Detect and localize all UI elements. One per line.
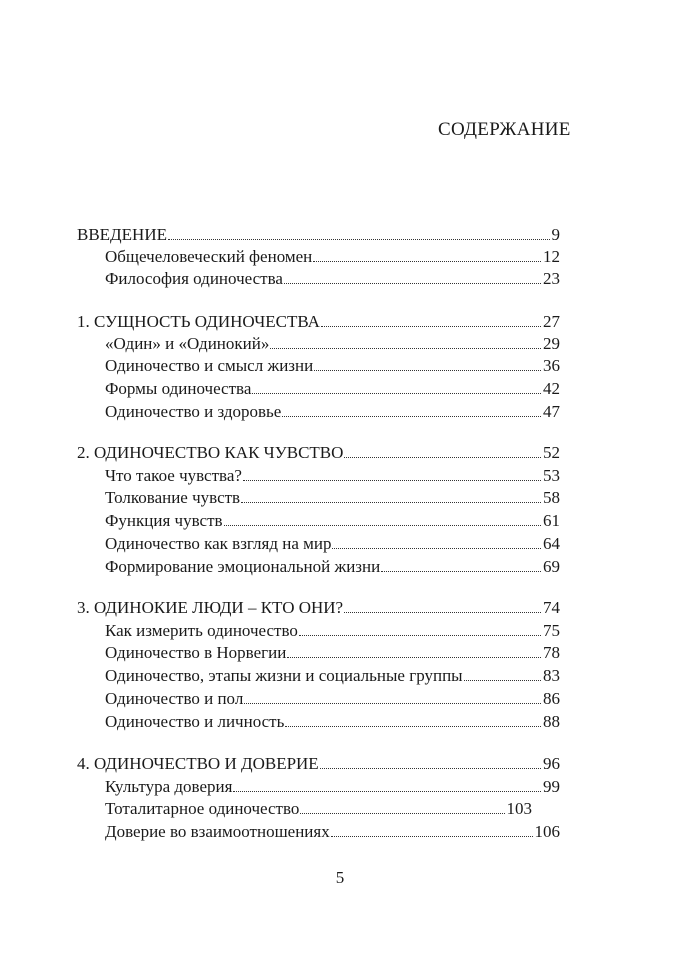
toc-entry[interactable] [105,642,560,664]
toc-entry-page: 29 [543,334,560,353]
toc-entry[interactable] [105,665,560,687]
toc-entry-page: 83 [543,666,560,685]
toc-entry-label: Общечеловеческий феномен [105,247,313,266]
dot-leader [168,239,550,240]
toc-entry-label: Формирование эмоциональной жизни [105,557,381,576]
toc-entry[interactable] [105,246,560,268]
toc-entry[interactable] [105,688,560,710]
toc-entry[interactable] [105,401,560,423]
dot-leader [244,703,541,704]
toc-entry[interactable] [105,378,560,400]
toc-entry[interactable] [105,798,532,820]
toc-entry-label: Что такое чувства? [105,466,242,485]
toc-entry-label: Тоталитарное одиночество [105,799,300,818]
toc-entry[interactable] [105,268,560,290]
toc-entry-label: Одиночество как взгляд на мир [105,534,332,553]
toc-entry-label: Одиночество и пол [105,689,244,708]
toc-entry-label: Толкование чувств [105,488,241,507]
dot-leader [344,612,541,613]
dot-leader [381,571,541,572]
toc-entry[interactable] [105,620,560,642]
dot-leader [344,457,541,458]
toc-entry-label: Функция чувств [105,511,223,530]
toc-entry-page: 99 [543,777,560,796]
dot-leader [284,283,541,284]
toc-entry[interactable] [105,821,560,843]
toc-entry[interactable] [105,355,560,377]
toc-entry-page: 64 [543,534,560,553]
toc-entry-label: Культура доверия [105,777,233,796]
toc-entry-page: 42 [543,379,560,398]
dot-leader [224,525,541,526]
dot-leader [252,393,541,394]
toc-entry-page: 106 [534,822,560,841]
toc-entry-page: 78 [543,643,560,662]
toc-entry[interactable] [105,533,560,555]
dot-leader [287,657,541,658]
toc-entry-label: Одиночество и личность [105,712,285,731]
toc-entry-page: 74 [543,598,560,617]
toc-entry[interactable] [105,487,560,509]
toc-entry-label: Как измерить одиночество [105,621,298,640]
toc-entry-introduction[interactable] [77,224,560,246]
toc-entry[interactable] [105,333,560,355]
toc-entry-label: 1. СУЩНОСТЬ ОДИНОЧЕСТВА [77,312,320,331]
toc-entry-label: Одиночество в Норвегии [105,643,287,662]
dot-leader [320,768,541,769]
toc-entry[interactable] [105,711,560,733]
toc-entry-page: 53 [543,466,560,485]
toc-entry-page: 86 [543,689,560,708]
toc-entry-chapter-3[interactable] [77,597,560,619]
toc-entry-label: 4. ОДИНОЧЕСТВО И ДОВЕРИЕ [77,754,319,773]
toc-entry-label: Одиночество и здоровье [105,402,282,421]
page-title: СОДЕРЖАНИЕ [438,119,571,140]
toc-entry[interactable] [105,510,560,532]
dot-leader [243,480,541,481]
toc-entry-page: 103 [506,799,532,818]
toc-entry-label: Формы одиночества [105,379,252,398]
toc-entry[interactable] [105,465,560,487]
toc-entry-label: «Один» и «Одинокий» [105,334,270,353]
toc-entry-page: 52 [543,443,560,462]
dot-leader [299,635,541,636]
dot-leader [285,726,541,727]
toc-entry[interactable] [105,776,560,798]
toc-entry-page: 96 [543,754,560,773]
dot-leader [332,548,541,549]
dot-leader [321,326,541,327]
toc-entry-page: 36 [543,356,560,375]
toc-entry-chapter-1[interactable] [77,311,560,333]
dot-leader [331,836,533,837]
toc-entry-label: Доверие во взаимоотношениях [105,822,330,841]
toc-entry-page: 47 [543,402,560,421]
dot-leader [241,502,541,503]
toc-entry-page: 27 [543,312,560,331]
dot-leader [464,680,541,681]
dot-leader [313,261,541,262]
toc-entry-page: 75 [543,621,560,640]
dot-leader [233,791,541,792]
dot-leader [270,348,541,349]
dot-leader [300,813,504,814]
toc-entry-label: Одиночество, этапы жизни и социальные группы [105,666,463,685]
toc-entry-chapter-4[interactable] [77,753,560,775]
toc-entry-page: 58 [543,488,560,507]
toc-entry[interactable] [105,556,560,578]
toc-entry-page: 9 [551,225,560,244]
toc-entry-label: 2. ОДИНОЧЕСТВО КАК ЧУВСТВО [77,443,344,462]
toc-entry-page: 12 [543,247,560,266]
toc-entry-page: 23 [543,269,560,288]
toc-entry-label: Философия одиночества [105,269,283,288]
toc-entry-label: ВВЕДЕНИЕ [77,225,167,244]
toc-entry-page: 69 [543,557,560,576]
page-number: 5 [335,868,345,887]
dot-leader [282,416,541,417]
toc-entry-page: 88 [543,712,560,731]
toc-entry-page: 61 [543,511,560,530]
toc-entry-label: 3. ОДИНОКИЕ ЛЮДИ – КТО ОНИ? [77,598,344,617]
toc-entry-label: Одиночество и смысл жизни [105,356,314,375]
toc-entry-chapter-2[interactable] [77,442,560,464]
dot-leader [314,370,541,371]
